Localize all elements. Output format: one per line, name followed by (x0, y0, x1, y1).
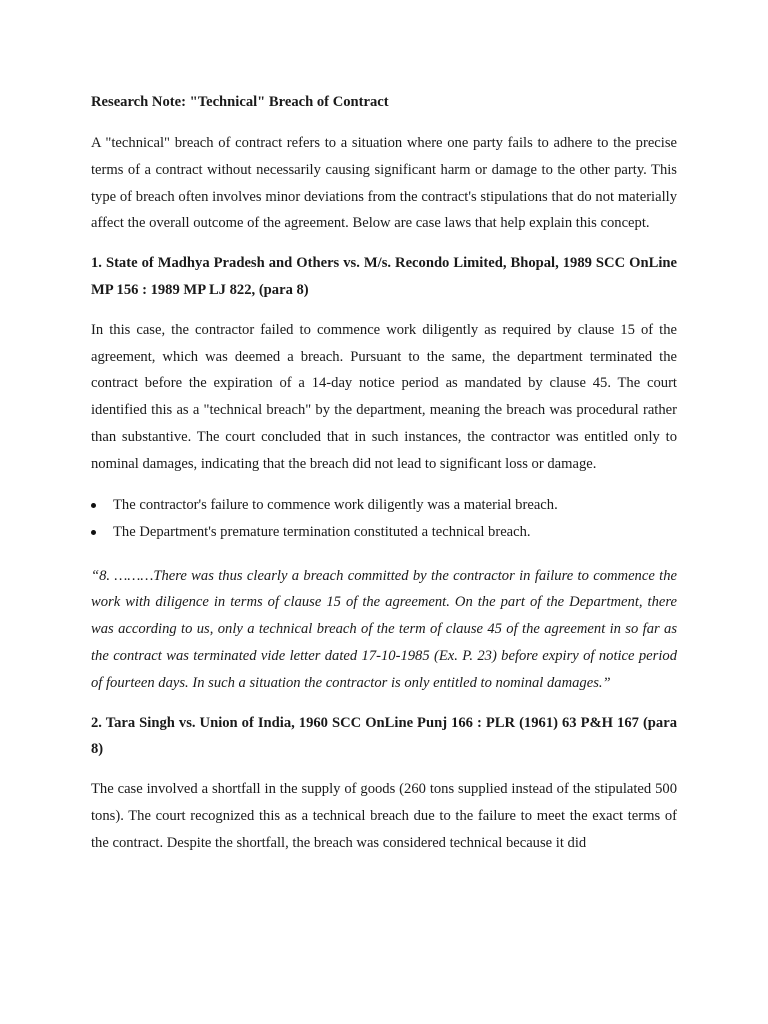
bullet-icon (91, 503, 96, 508)
case-2-summary: The case involved a shortfall in the supply of goods (260 tons supplied instead of the stipulated 500 tons). The court recognized this as a technical breach due to the failure to meet the exact terms of the contract. Despite the shortfall, the breach was considered technical because it did (91, 781, 677, 851)
case-1-heading: 1. State of Madhya Pradesh and Others vs. M/s. Recondo Limited, Bhopal, 1989 SCC OnLine MP 156 : 1989 MP LJ 822, (para 8) (91, 255, 677, 298)
case-1-key-points (91, 492, 677, 546)
list-item (91, 519, 677, 546)
case-1-quote: “8. ………There was thus clearly a breach committed by the contractor in failure to commence the work with diligence in terms of clause 15 of the agreement. On the part of the Department, there was according to us, only a technical breach of the term of clause 45 of the agreement in so far as the contract was terminated vide letter dated 17-10-1985 (Ex. P. 23) before expiry of notice period of fourteen days. In such a situation the contractor is only entitled to nominal damages.” (91, 567, 677, 691)
case-2-heading: 2. Tara Singh vs. Union of India, 1960 SCC OnLine Punj 166 : PLR (1961) 63 P&H 167 (para 8) (91, 714, 677, 758)
list-item-text: The Department's premature termination constituted a technical breach. (113, 523, 531, 540)
intro-paragraph: A "technical" breach of contract refers to a situation where one party fails to adhere to the precise terms of a contract without necessarily causing significant harm or damage to the other party. This type of breach often involves minor deviations from the contract's stipulations that do not materially affect the overall outcome of the agreement. Below are case laws that help explain this concept. (91, 135, 677, 232)
bullet-icon (91, 530, 96, 535)
document-title: Research Note: "Technical" Breach of Contract (91, 94, 389, 110)
list-item-text: The contractor's failure to commence work diligently was a material breach. (113, 496, 558, 513)
case-1-summary: In this case, the contractor failed to commence work diligently as required by clause 15 of the agreement, which was deemed a breach. Pursuant to the same, the department terminated the contract before the expiration of a 14-day notice period as mandated by clause 45. The court identified this as a "technical breach" by the department, meaning the breach was procedural rather than substantive. The court concluded that in such instances, the contractor was entitled only to nominal damages, indicating that the breach did not lead to significant loss or damage. (91, 321, 677, 472)
document-page (91, 88, 677, 857)
list-item (91, 492, 677, 519)
